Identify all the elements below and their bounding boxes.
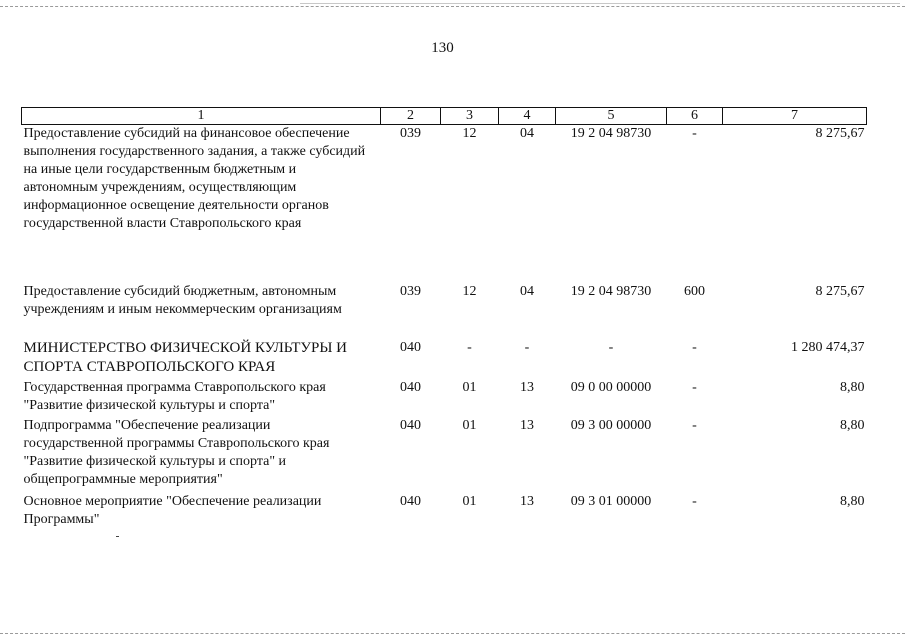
scan-edge-bottom (0, 633, 905, 634)
row-expense-type: - (692, 339, 697, 355)
row-target-article: 19 2 04 98730 (570, 283, 652, 299)
table-row (22, 125, 867, 283)
row-admin-code: 040 (400, 417, 421, 433)
scan-speck (116, 536, 119, 537)
row-target-article: 09 3 00 00000 (570, 417, 652, 433)
column-header-3: 3 (441, 108, 499, 125)
page-number: 130 (431, 40, 454, 56)
column-header-7: 7 (723, 108, 867, 125)
scan-edge-top-line (300, 3, 900, 4)
row-admin-code: 039 (400, 126, 421, 141)
row-name: Предоставление субсидий бюджетным, автономным учреждениям и иным некоммерческим организациям (23, 283, 342, 317)
row-admin-code: 040 (400, 339, 421, 355)
row-admin-code: 040 (400, 379, 421, 395)
row-target-article: - (608, 339, 614, 355)
row-target-article: 19 2 04 98730 (570, 126, 652, 141)
scan-edge-top (0, 6, 905, 7)
row-section: 12 (462, 283, 477, 299)
row-subsection: - (524, 339, 530, 355)
row-subsection: 13 (520, 493, 534, 509)
table-row (22, 339, 867, 379)
row-name: Основное мероприятие "Обеспечение реализации Программы" (23, 493, 322, 527)
column-header-4: 4 (499, 108, 556, 125)
table-row (22, 493, 867, 531)
row-subsection: 04 (520, 126, 534, 141)
column-header-1: 1 (22, 108, 381, 125)
row-name: Подпрограмма "Обеспечение реализации государственной программы Ставропольского края "Развитие физической культуры и спорта" и общепрограммные мероприятия" (23, 417, 330, 487)
column-header-2: 2 (381, 108, 441, 125)
column-header-5: 5 (556, 108, 667, 125)
column-header-6: 6 (667, 108, 723, 125)
table-row (22, 283, 867, 339)
row-section: 01 (462, 417, 477, 433)
row-section: - (467, 339, 472, 355)
row-name: МИНИСТЕРСТВО ФИЗИЧЕСКОЙ КУЛЬТУРЫ И СПОРТА СТАВРОПОЛЬСКОГО КРАЯ (23, 339, 348, 375)
table-row (22, 379, 867, 417)
row-name: Государственная программа Ставропольского края "Развитие физической культуры и спорта" (23, 379, 326, 413)
row-section: 12 (462, 126, 477, 141)
row-expense-type: - (692, 379, 697, 395)
table-row (22, 417, 867, 493)
row-expense-type: - (692, 126, 697, 141)
row-target-article: 09 3 01 00000 (570, 493, 652, 509)
row-amount: 1 280 474,37 (791, 339, 865, 355)
row-expense-type: 600 (684, 283, 705, 299)
row-admin-code: 040 (400, 493, 421, 509)
row-name: Предоставление субсидий на финансовое обеспечение выполнения государственного задания, а также субсидий на иные цели государственным бюджетным и автономным учреждениям, осуществляющим информационное освещение деятельности органов государственной власти Ставропольского края (23, 126, 366, 231)
row-expense-type: - (692, 417, 697, 433)
row-section: 01 (462, 493, 477, 509)
row-section: 01 (462, 379, 477, 395)
row-subsection: 13 (520, 379, 534, 395)
row-amount: 8,80 (840, 417, 865, 433)
row-amount: 8,80 (840, 493, 865, 509)
row-amount: 8 275,67 (815, 283, 865, 299)
row-amount: 8,80 (840, 379, 865, 395)
row-admin-code: 039 (400, 283, 421, 299)
row-target-article: 09 0 00 00000 (570, 379, 652, 395)
row-subsection: 13 (520, 417, 534, 433)
column-number-header-row (22, 108, 867, 125)
row-amount: 8 275,67 (815, 126, 865, 141)
budget-table (21, 107, 867, 531)
row-expense-type: - (692, 493, 697, 509)
row-subsection: 04 (520, 283, 534, 299)
